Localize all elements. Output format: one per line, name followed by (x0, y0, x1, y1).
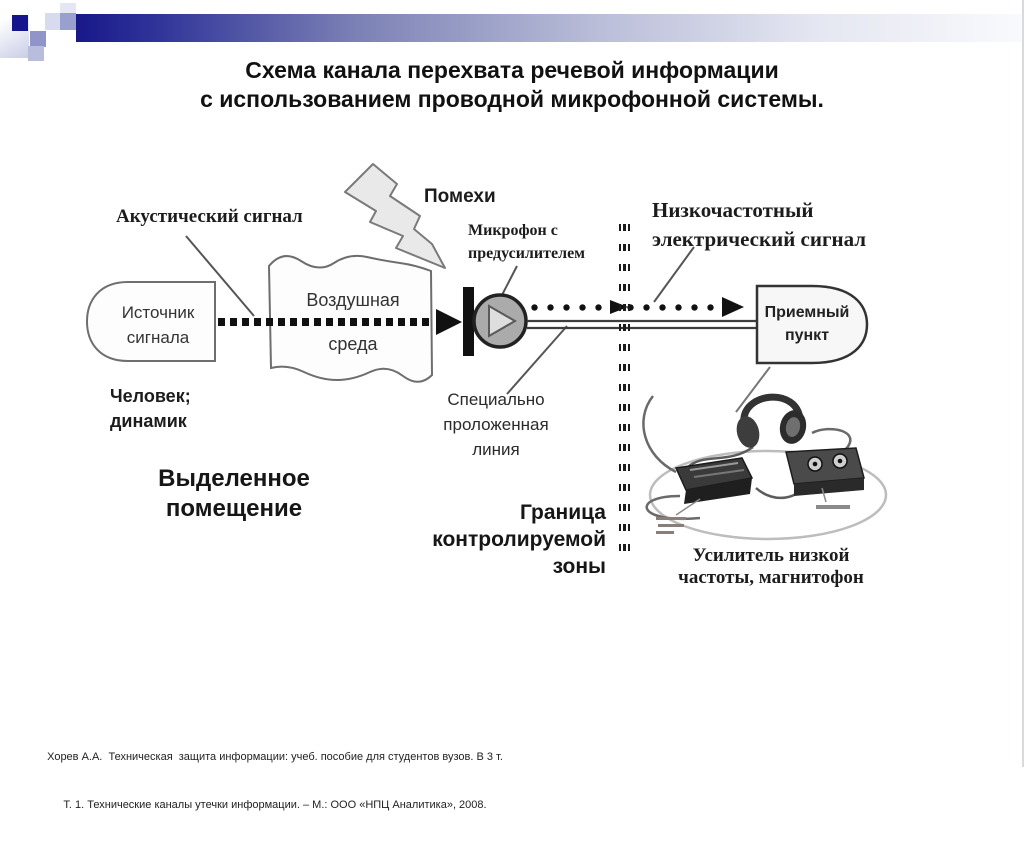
human-speaker-label-line2: динамик (110, 411, 187, 431)
acoustic-arrowhead (436, 309, 462, 335)
amplifier-label (664, 545, 878, 589)
human-speaker-label (110, 384, 191, 434)
zone-border-label (396, 499, 606, 580)
dedicated-room-label (138, 464, 330, 524)
signal-source-label-line1: Источник (121, 303, 195, 322)
lf-signal-label (652, 196, 866, 254)
recorder-box-top (786, 448, 864, 484)
receiving-point-label-line1: Приемный (764, 304, 850, 321)
citation-line2: Т. 1. Технические каналы утечки информации. – М.: ООО «НПЦ Аналитика», 2008. (63, 799, 487, 811)
zone-boundary-bar (628, 224, 630, 558)
acoustic-dotted-line (218, 318, 434, 326)
signal-source-label (99, 300, 217, 350)
microphone-label-line1: Микрофон с (468, 222, 558, 239)
receiving-point-label-line2: пункт (784, 327, 830, 344)
lf-signal-label-line2: электрический сигнал (652, 227, 867, 251)
left-wire-curl (643, 396, 676, 472)
device-caption-smudge (656, 517, 686, 520)
human-speaker-label-line1: Человек; (110, 386, 191, 406)
dedicated-room-label-line1: Выделенное (158, 465, 310, 492)
headphone-cup-left (733, 414, 762, 450)
noise-label: Помехи (424, 186, 496, 207)
receiver-arrowhead (722, 297, 744, 317)
microphone-pointer-line (501, 266, 517, 297)
slide-title-line1: Схема канала перехвата речевой информации (245, 57, 779, 83)
microphone-label (468, 219, 608, 265)
signal-source-label-line2: сигнала (126, 328, 190, 347)
device-caption-smudge (658, 524, 684, 527)
zone-boundary-bar (623, 224, 625, 558)
air-medium-label-line2: среда (328, 334, 378, 354)
equipment-photo-group (643, 396, 886, 539)
air-medium-label-line1: Воздушная (306, 290, 400, 310)
lf-signal-pointer-line (654, 247, 694, 302)
zone-border-label-line1: Граница (519, 501, 606, 524)
slide-title-line2: с использованием проводной микрофонной системы. (200, 86, 824, 112)
laid-line-label-line3: линия (472, 440, 520, 459)
reel-hub-left (813, 462, 818, 467)
lf-signal-label-line1: Низкочастотный (652, 198, 814, 222)
laid-line-label-line2: проложенная (443, 415, 549, 434)
device-caption-smudge (656, 531, 674, 534)
citation-line1: Хорев А.А. Техническая защита информации: учеб. пособие для студентов вузов. В 3 т. (47, 751, 503, 763)
amplifier-label-line1: Усилитель низкой (692, 545, 850, 566)
laid-line-label (426, 387, 566, 462)
receiving-point-label (760, 301, 854, 347)
zone-boundary-bar (619, 224, 621, 558)
recorder-wire (812, 429, 850, 449)
acoustic-signal-label: Акустический сигнал (116, 206, 303, 227)
reel-hub-right (838, 459, 843, 464)
laid-line-label-line1: Специально (447, 390, 545, 409)
zone-border-label-line3: зоны (552, 555, 606, 578)
amplifier-label-line2: частоты, магнитофон (678, 567, 864, 588)
microphone-label-line2: предусилителем (468, 245, 586, 262)
zone-border-label-line2: контролируемой (432, 528, 606, 551)
noise-lightning-icon (345, 164, 445, 268)
device-caption-smudge (816, 505, 850, 509)
dedicated-room-label-line2: помещение (165, 495, 303, 522)
zone-boundary-dashed-line (619, 224, 630, 558)
